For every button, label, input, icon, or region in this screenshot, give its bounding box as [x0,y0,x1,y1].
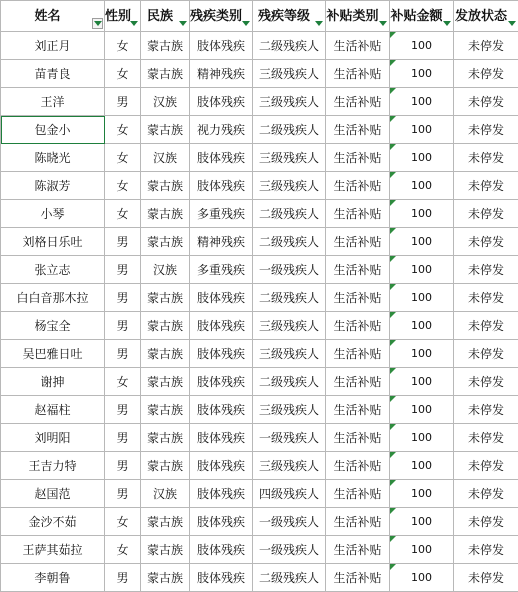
cell-subsidy-amount[interactable]: 100 [390,564,454,592]
cell-payment-status[interactable]: 未停发 [454,88,518,116]
cell-ethnicity[interactable]: 蒙古族 [141,228,190,256]
cell-payment-status[interactable]: 未停发 [454,424,518,452]
column-header-label: 姓名 [34,5,70,24]
cell-subsidy-amount[interactable]: 100 [390,396,454,424]
cell-ethnicity[interactable]: 汉族 [141,256,190,284]
cell-ethnicity[interactable]: 汉族 [141,144,190,172]
header-row [1,1,518,32]
cell-disability-type[interactable]: 肢体残疾 [190,368,253,396]
cell-disability-level[interactable]: 二级残疾人 [253,200,326,228]
column-header-label: 性别 [105,5,140,24]
cell-disability-level[interactable]: 一级残疾人 [253,536,326,564]
cell-disability-type[interactable]: 肢体残疾 [190,424,253,452]
table-row [1,340,518,368]
table-row [1,508,518,536]
column-header-payment-status[interactable] [454,1,518,32]
cell-subsidy-amount[interactable]: 100 [390,536,454,564]
cell-disability-type[interactable]: 肢体残疾 [190,312,253,340]
column-header-ethnicity[interactable] [141,1,190,32]
table-row [1,452,518,480]
cell-subsidy-amount[interactable]: 100 [390,284,454,312]
filter-dropdown-icon[interactable] [313,18,324,29]
cell-disability-level[interactable]: 二级残疾人 [253,284,326,312]
cell-ethnicity[interactable]: 蒙古族 [141,368,190,396]
cell-disability-level[interactable]: 二级残疾人 [253,564,326,592]
cell-subsidy-type[interactable]: 生活补贴 [326,256,390,284]
cell-subsidy-type[interactable]: 生活补贴 [326,228,390,256]
cell-subsidy-amount[interactable]: 100 [390,312,454,340]
cell-disability-level[interactable]: 三级残疾人 [253,340,326,368]
cell-name[interactable]: 刘正月 [1,32,105,60]
cell-subsidy-type[interactable]: 生活补贴 [326,368,390,396]
cell-ethnicity[interactable]: 蒙古族 [141,116,190,144]
cell-subsidy-type[interactable]: 生活补贴 [326,340,390,368]
cell-subsidy-type[interactable]: 生活补贴 [326,396,390,424]
cell-subsidy-amount[interactable]: 100 [390,200,454,228]
cell-subsidy-amount[interactable]: 100 [390,368,454,396]
cell-payment-status[interactable]: 未停发 [454,508,518,536]
cell-subsidy-amount[interactable]: 100 [390,508,454,536]
cell-gender[interactable]: 女 [105,172,141,200]
cell-payment-status[interactable]: 未停发 [454,228,518,256]
cell-gender[interactable]: 女 [105,368,141,396]
cell-ethnicity[interactable]: 蒙古族 [141,564,190,592]
cell-gender[interactable]: 男 [105,88,141,116]
cell-subsidy-amount[interactable]: 100 [390,116,454,144]
cell-gender[interactable]: 男 [105,564,141,592]
column-header-disability-level[interactable] [253,1,326,32]
table-row [1,396,518,424]
cell-gender[interactable]: 女 [105,116,141,144]
cell-disability-type[interactable]: 多重残疾 [190,200,253,228]
cell-subsidy-type[interactable]: 生活补贴 [326,480,390,508]
filter-dropdown-icon[interactable] [240,18,251,29]
cell-payment-status[interactable]: 未停发 [454,256,518,284]
table-row [1,368,518,396]
cell-payment-status[interactable]: 未停发 [454,452,518,480]
column-header-subsidy-type[interactable] [326,1,390,32]
cell-disability-level[interactable]: 四级残疾人 [253,480,326,508]
cell-subsidy-amount[interactable]: 100 [390,480,454,508]
column-header-label: 发放状态 [455,5,517,24]
cell-disability-level[interactable]: 三级残疾人 [253,312,326,340]
cell-disability-level[interactable]: 三级残疾人 [253,88,326,116]
cell-disability-type[interactable]: 肢体残疾 [190,144,253,172]
cell-subsidy-amount[interactable]: 100 [390,60,454,88]
column-header-name[interactable] [1,1,105,32]
cell-ethnicity[interactable]: 蒙古族 [141,172,190,200]
cell-payment-status[interactable]: 未停发 [454,144,518,172]
cell-subsidy-type[interactable]: 生活补贴 [326,536,390,564]
cell-name[interactable]: 王洋 [1,88,105,116]
cell-disability-type[interactable]: 精神残疾 [190,60,253,88]
filter-dropdown-icon[interactable] [92,18,103,29]
cell-payment-status[interactable]: 未停发 [454,564,518,592]
cell-payment-status[interactable]: 未停发 [454,396,518,424]
cell-name[interactable]: 小琴 [1,200,105,228]
cell-disability-level[interactable]: 二级残疾人 [253,32,326,60]
cell-disability-level[interactable]: 三级残疾人 [253,452,326,480]
cell-gender[interactable]: 女 [105,32,141,60]
cell-subsidy-amount[interactable]: 100 [390,256,454,284]
cell-subsidy-amount[interactable]: 100 [390,424,454,452]
cell-name[interactable]: 杨宝全 [1,312,105,340]
cell-name[interactable]: 张立志 [1,256,105,284]
cell-gender[interactable]: 男 [105,312,141,340]
filter-dropdown-icon[interactable] [506,18,517,29]
cell-payment-status[interactable]: 未停发 [454,172,518,200]
cell-disability-level[interactable]: 三级残疾人 [253,172,326,200]
cell-gender[interactable]: 女 [105,200,141,228]
table-row [1,200,518,228]
column-header-label: 残疾等级 [258,5,320,24]
table-row [1,564,518,592]
column-header-label: 残疾类别 [190,5,252,24]
cell-disability-type[interactable]: 肢体残疾 [190,536,253,564]
cell-payment-status[interactable]: 未停发 [454,60,518,88]
cell-subsidy-type[interactable]: 生活补贴 [326,452,390,480]
cell-payment-status[interactable]: 未停发 [454,200,518,228]
cell-subsidy-type[interactable]: 生活补贴 [326,32,390,60]
cell-name[interactable]: 王萨其茹拉 [1,536,105,564]
cell-ethnicity[interactable]: 汉族 [141,88,190,116]
cell-payment-status[interactable]: 未停发 [454,340,518,368]
cell-payment-status[interactable]: 未停发 [454,368,518,396]
cell-name[interactable]: 赵国范 [1,480,105,508]
cell-name[interactable]: 包金小 [1,116,105,144]
cell-disability-level[interactable]: 一级残疾人 [253,508,326,536]
cell-disability-level[interactable]: 二级残疾人 [253,116,326,144]
cell-gender[interactable]: 男 [105,284,141,312]
table-row [1,144,518,172]
cell-ethnicity[interactable]: 蒙古族 [141,340,190,368]
column-header-label: 民族 [147,5,183,24]
cell-ethnicity[interactable]: 蒙古族 [141,312,190,340]
cell-name[interactable]: 刘明阳 [1,424,105,452]
cell-name[interactable]: 刘格日乐吐 [1,228,105,256]
cell-subsidy-type[interactable]: 生活补贴 [326,200,390,228]
cell-subsidy-amount[interactable]: 100 [390,228,454,256]
cell-subsidy-type[interactable]: 生活补贴 [326,88,390,116]
cell-subsidy-type[interactable]: 生活补贴 [326,424,390,452]
cell-payment-status[interactable]: 未停发 [454,32,518,60]
cell-disability-type[interactable]: 肢体残疾 [190,88,253,116]
table-row [1,480,518,508]
table-row [1,228,518,256]
cell-disability-type[interactable]: 多重残疾 [190,256,253,284]
cell-disability-type[interactable]: 肢体残疾 [190,480,253,508]
cell-disability-type[interactable]: 肢体残疾 [190,508,253,536]
cell-ethnicity[interactable]: 汉族 [141,480,190,508]
cell-disability-type[interactable]: 肢体残疾 [190,284,253,312]
cell-subsidy-type[interactable]: 生活补贴 [326,564,390,592]
cell-subsidy-type[interactable]: 生活补贴 [326,60,390,88]
cell-name[interactable]: 金沙不茹 [1,508,105,536]
cell-name[interactable]: 吴巴雅日吐 [1,340,105,368]
cell-disability-level[interactable]: 一级残疾人 [253,256,326,284]
cell-gender[interactable]: 男 [105,228,141,256]
cell-gender[interactable]: 男 [105,340,141,368]
cell-ethnicity[interactable]: 蒙古族 [141,424,190,452]
cell-disability-type[interactable]: 视力残疾 [190,116,253,144]
cell-disability-type[interactable]: 肢体残疾 [190,396,253,424]
cell-payment-status[interactable]: 未停发 [454,312,518,340]
cell-payment-status[interactable]: 未停发 [454,480,518,508]
filter-dropdown-icon[interactable] [377,18,388,29]
filter-dropdown-icon[interactable] [177,18,188,29]
cell-name[interactable]: 陈晓光 [1,144,105,172]
table-row [1,284,518,312]
cell-payment-status[interactable]: 未停发 [454,116,518,144]
cell-name[interactable]: 白白音那木拉 [1,284,105,312]
cell-gender[interactable]: 男 [105,424,141,452]
cell-subsidy-amount[interactable]: 100 [390,340,454,368]
cell-disability-type[interactable]: 肢体残疾 [190,172,253,200]
filter-dropdown-icon[interactable] [441,18,452,29]
cell-ethnicity[interactable]: 蒙古族 [141,508,190,536]
cell-name[interactable]: 苗青良 [1,60,105,88]
cell-name[interactable]: 谢抻 [1,368,105,396]
cell-ethnicity[interactable]: 蒙古族 [141,284,190,312]
cell-disability-level[interactable]: 一级残疾人 [253,424,326,452]
table-row [1,172,518,200]
cell-gender[interactable]: 男 [105,256,141,284]
table-row [1,32,518,60]
cell-subsidy-type[interactable]: 生活补贴 [326,116,390,144]
table-row [1,536,518,564]
cell-ethnicity[interactable]: 蒙古族 [141,32,190,60]
cell-gender[interactable]: 男 [105,452,141,480]
cell-subsidy-amount[interactable]: 100 [390,172,454,200]
cell-name[interactable]: 赵福柱 [1,396,105,424]
column-header-label: 补贴类别 [326,5,388,24]
cell-payment-status[interactable]: 未停发 [454,536,518,564]
table-row [1,256,518,284]
cell-subsidy-amount[interactable]: 100 [390,88,454,116]
cell-disability-type[interactable]: 肢体残疾 [190,340,253,368]
cell-ethnicity[interactable]: 蒙古族 [141,60,190,88]
column-header-gender[interactable] [105,1,141,32]
cell-disability-type[interactable]: 肢体残疾 [190,452,253,480]
cell-ethnicity[interactable]: 蒙古族 [141,200,190,228]
cell-disability-level[interactable]: 三级残疾人 [253,396,326,424]
table-body [1,32,518,592]
cell-subsidy-amount[interactable]: 100 [390,452,454,480]
cell-disability-level[interactable]: 三级残疾人 [253,60,326,88]
cell-subsidy-type[interactable]: 生活补贴 [326,312,390,340]
table-row [1,116,518,144]
cell-name[interactable]: 王吉力特 [1,452,105,480]
column-header-label: 补贴金额 [390,5,452,24]
cell-disability-level[interactable]: 三级残疾人 [253,144,326,172]
cell-subsidy-type[interactable]: 生活补贴 [326,508,390,536]
cell-ethnicity[interactable]: 蒙古族 [141,396,190,424]
cell-disability-level[interactable]: 二级残疾人 [253,368,326,396]
filter-dropdown-icon[interactable] [128,18,139,29]
cell-subsidy-amount[interactable]: 100 [390,32,454,60]
cell-gender[interactable]: 男 [105,480,141,508]
cell-ethnicity[interactable]: 蒙古族 [141,452,190,480]
cell-disability-level[interactable]: 二级残疾人 [253,228,326,256]
cell-gender[interactable]: 男 [105,396,141,424]
cell-gender[interactable]: 女 [105,508,141,536]
table-row [1,424,518,452]
cell-name[interactable]: 李朝鲁 [1,564,105,592]
table-row [1,312,518,340]
cell-subsidy-type[interactable]: 生活补贴 [326,172,390,200]
cell-disability-type[interactable]: 肢体残疾 [190,564,253,592]
cell-gender[interactable]: 女 [105,60,141,88]
cell-disability-type[interactable]: 肢体残疾 [190,32,253,60]
cell-ethnicity[interactable]: 蒙古族 [141,536,190,564]
table-row [1,88,518,116]
cell-subsidy-type[interactable]: 生活补贴 [326,144,390,172]
column-header-subsidy-amount[interactable] [390,1,454,32]
cell-subsidy-type[interactable]: 生活补贴 [326,284,390,312]
cell-gender[interactable]: 女 [105,144,141,172]
cell-payment-status[interactable]: 未停发 [454,284,518,312]
cell-subsidy-amount[interactable]: 100 [390,144,454,172]
cell-name[interactable]: 陈淑芳 [1,172,105,200]
table-row [1,60,518,88]
cell-gender[interactable]: 女 [105,536,141,564]
column-header-disability-type[interactable] [190,1,253,32]
cell-disability-type[interactable]: 精神残疾 [190,228,253,256]
